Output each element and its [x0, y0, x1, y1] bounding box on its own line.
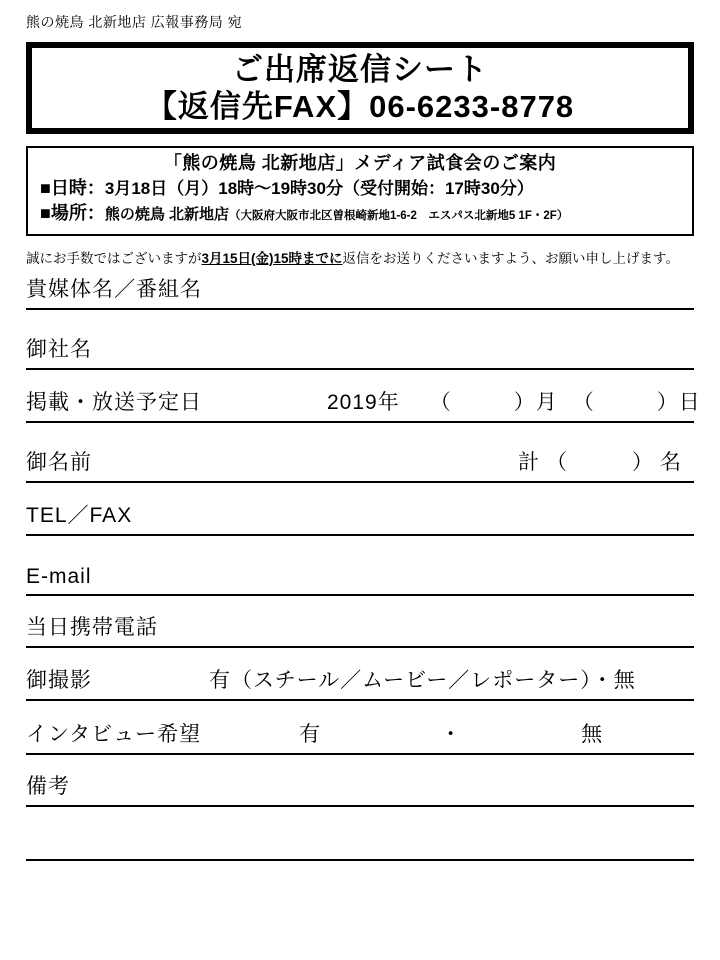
reply-form: [26, 268, 701, 861]
notice-suffix: 返信をお送りくださいますよう、お願い申し上げます。: [342, 251, 679, 266]
event-info-box: [26, 146, 694, 236]
field-name-label: 御名前: [26, 451, 92, 474]
month-paren-close: ）月: [513, 391, 558, 414]
field-interview: [26, 701, 694, 755]
notice-prefix: 誠にお手数ではございますが: [26, 251, 202, 266]
day-paren-open: （: [572, 391, 595, 414]
field-remarks: [26, 755, 694, 807]
attendee-count: [518, 446, 694, 476]
field-media-name-label: 貴媒体名／番組名: [26, 278, 202, 301]
field-shooting: [26, 648, 694, 701]
month-paren-open: （: [429, 391, 452, 414]
field-publish-date-label: 掲載・放送予定日: [26, 391, 202, 414]
event-place: [40, 201, 680, 229]
place-name: 熊の焼鳥 北新地店: [104, 206, 230, 223]
sheet-title: ご出席返信シート: [232, 52, 488, 87]
addressee-line: 熊の焼鳥 北新地店 広報事務局 宛: [26, 14, 243, 30]
field-email-label: E-mail: [26, 565, 92, 588]
field-remarks-extra-line: [26, 807, 694, 861]
count-label: 計: [518, 451, 540, 474]
field-company-name-label: 御社名: [26, 338, 92, 361]
field-media-name: [26, 268, 694, 310]
field-remarks-label: 備考: [26, 775, 70, 798]
deadline-notice: [26, 249, 694, 268]
count-paren-open: （: [546, 451, 568, 474]
field-tel-fax: [26, 483, 694, 536]
interview-separator-dot: ・: [440, 723, 463, 746]
field-shooting-label: 御撮影: [26, 669, 92, 692]
interview-yes: 有: [299, 723, 322, 746]
notice-deadline: 3月15日(金)15時までに: [201, 251, 343, 266]
field-name: [26, 423, 694, 483]
event-datetime: [40, 176, 680, 201]
interview-no: 無: [581, 723, 604, 746]
field-tel-fax-label: TEL／FAX: [26, 504, 133, 527]
count-paren-close: ）: [632, 451, 654, 474]
publish-year: 2019年: [327, 391, 400, 414]
field-company-name: [26, 310, 694, 370]
field-email: [26, 536, 694, 596]
fax-number: 【返信先FAX】06-6233-8778: [145, 89, 575, 124]
day-paren-close: ）日: [656, 391, 701, 414]
field-mobile-label: 当日携帯電話: [26, 616, 158, 639]
count-unit: 名: [660, 451, 682, 474]
datetime-text: 3月18日（月）18時～19時30分（受付開始：17時30分）: [104, 179, 534, 198]
shooting-options: 有（スチール／ムービー／レポーター）・無: [209, 669, 636, 692]
place-label: ■場所：: [40, 203, 105, 223]
field-interview-label: インタビュー希望: [26, 723, 202, 746]
title-box: [26, 42, 694, 134]
field-publish-date: [26, 370, 701, 423]
field-mobile: [26, 596, 694, 648]
datetime-label: ■日時：: [40, 178, 105, 198]
place-address: （大阪府大阪市北区曽根崎新地1-6-2 エスパス北新地5 1F・2F）: [229, 210, 569, 222]
event-heading: 「熊の焼鳥 北新地店」メディア試食会のご案内: [163, 153, 557, 173]
